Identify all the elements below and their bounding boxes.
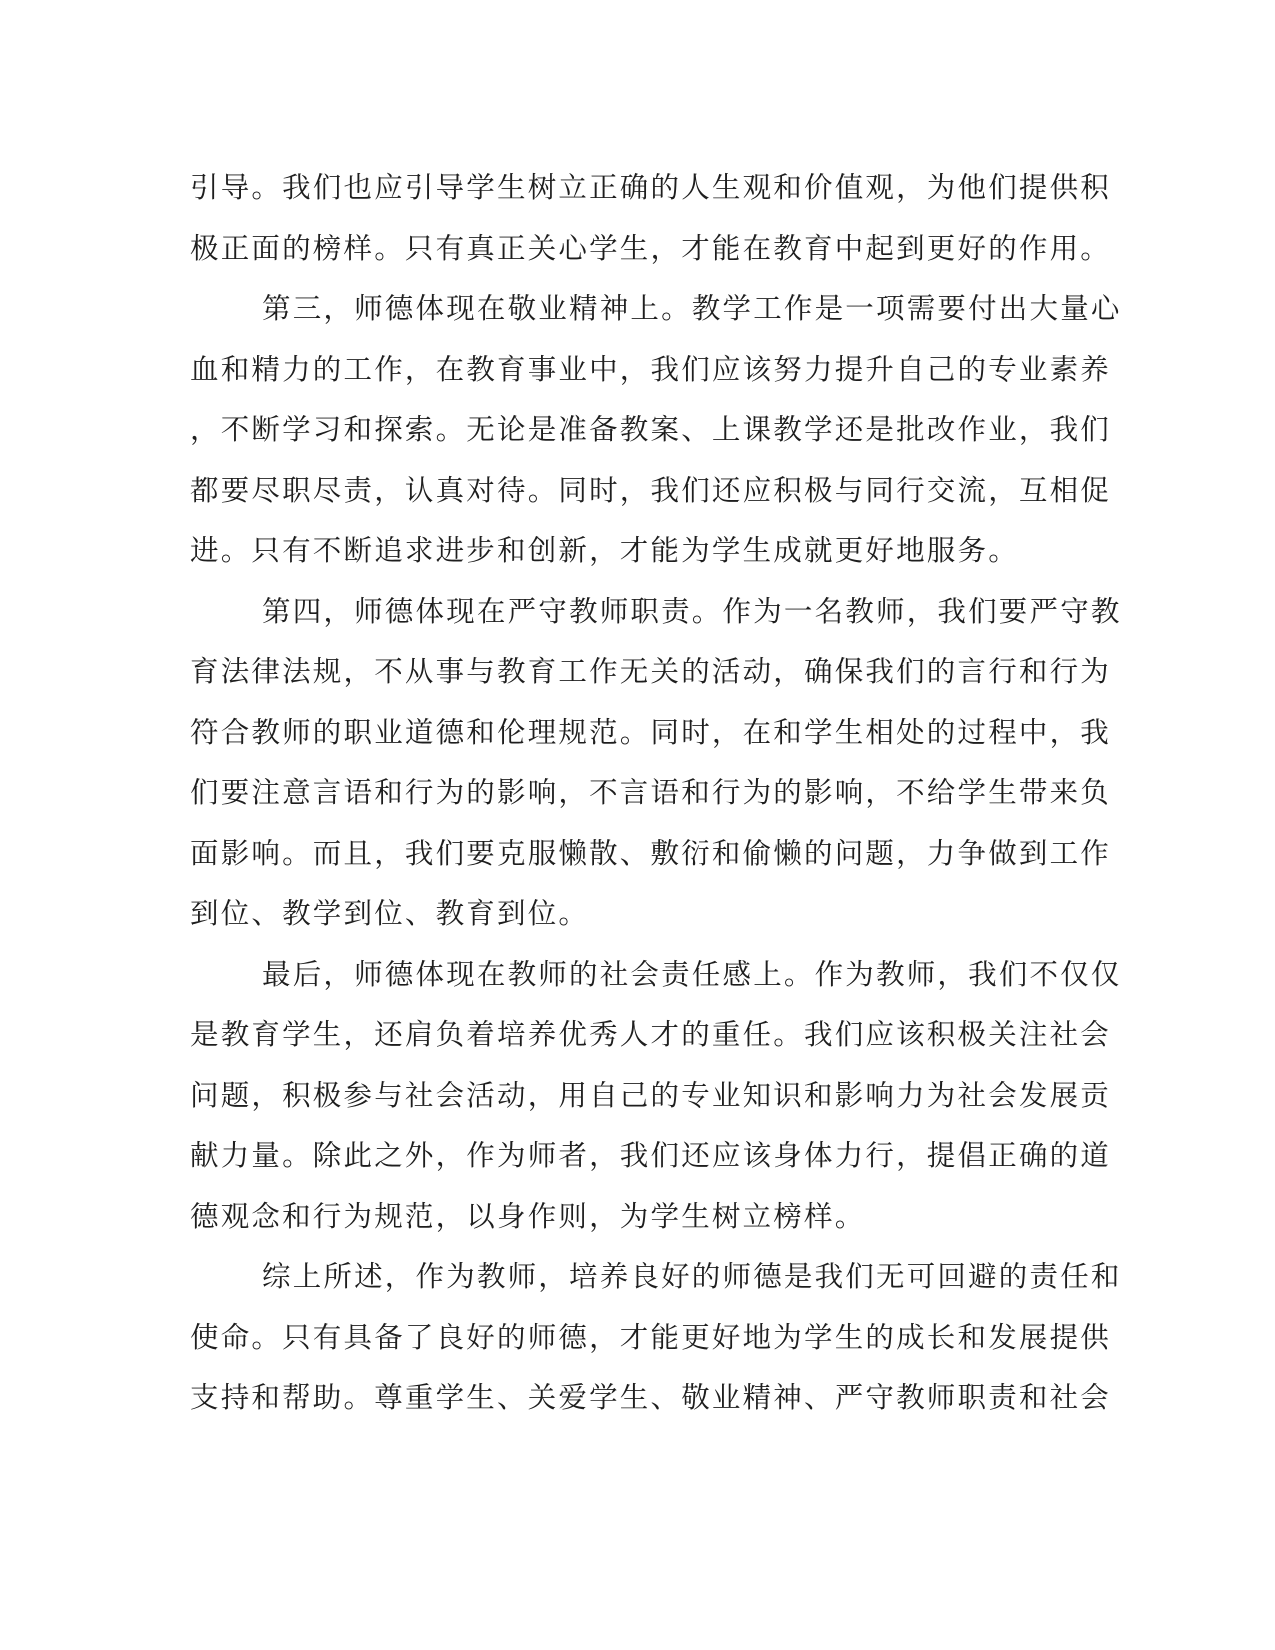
paragraph-start-line: 最后，师德体现在教师的社会责任感上。作为教师，我们不仅仅: [262, 957, 1122, 991]
text-line: 引导。我们也应引导学生树立正确的人生观和价值观，为他们提供积: [190, 171, 1112, 204]
text-line: 支持和帮助。尊重学生、关爱学生、敬业精神、严守教师职责和社会: [190, 1381, 1112, 1414]
text-line: 德观念和行为规范，以身作则，为学生树立榜样。: [190, 1199, 866, 1233]
text-line: 问题，积极参与社会活动，用自己的专业知识和影响力为社会发展贡: [190, 1078, 1112, 1112]
text-line: 都要尽职尽责，认真对待。同时，我们还应积极与同行交流，互相促: [190, 473, 1112, 507]
text-line: 到位、教学到位、教育到位。: [190, 897, 590, 930]
text-line: 育法律法规，不从事与教育工作无关的活动，确保我们的言行和行为: [190, 655, 1112, 688]
text-line: 是教育学生，还肩负着培养优秀人才的重任。我们应该积极关注社会: [190, 1018, 1112, 1051]
body-text: [190, 158, 1122, 1429]
text-line: 们要注意言语和行为的影响，不言语和行为的影响，不给学生带来负: [190, 776, 1112, 809]
paragraph-start-line: 第三，师德体现在敬业精神上。教学工作是一项需要付出大量心: [262, 292, 1122, 325]
paragraph-start-line: 综上所述，作为教师，培养良好的师德是我们无可回避的责任和: [262, 1260, 1122, 1293]
text-line: 极正面的榜样。只有真正关心学生，才能在教育中起到更好的作用。: [190, 231, 1112, 265]
text-line: 面影响。而且，我们要克服懒散、敷衍和偷懒的问题，力争做到工作: [190, 836, 1112, 870]
text-line: 进。只有不断追求进步和创新，才能为学生成就更好地服务。: [190, 534, 1019, 567]
text-line: 献力量。除此之外，作为师者，我们还应该身体力行，提倡正确的道: [190, 1139, 1112, 1172]
text-line: 符合教师的职业道德和伦理规范。同时，在和学生相处的过程中，我: [190, 715, 1112, 749]
text-line: 血和精力的工作，在教育事业中，我们应该努力提升自己的专业素养: [190, 352, 1112, 386]
text-line: 使命。只有具备了良好的师德，才能更好地为学生的成长和发展提供: [190, 1320, 1112, 1354]
text-line: ，不断学习和探索。无论是准备教案、上课教学还是批改作业，我们: [190, 413, 1112, 446]
paragraph-start-line: 第四，师德体现在严守教师职责。作为一名教师，我们要严守教: [262, 594, 1122, 628]
